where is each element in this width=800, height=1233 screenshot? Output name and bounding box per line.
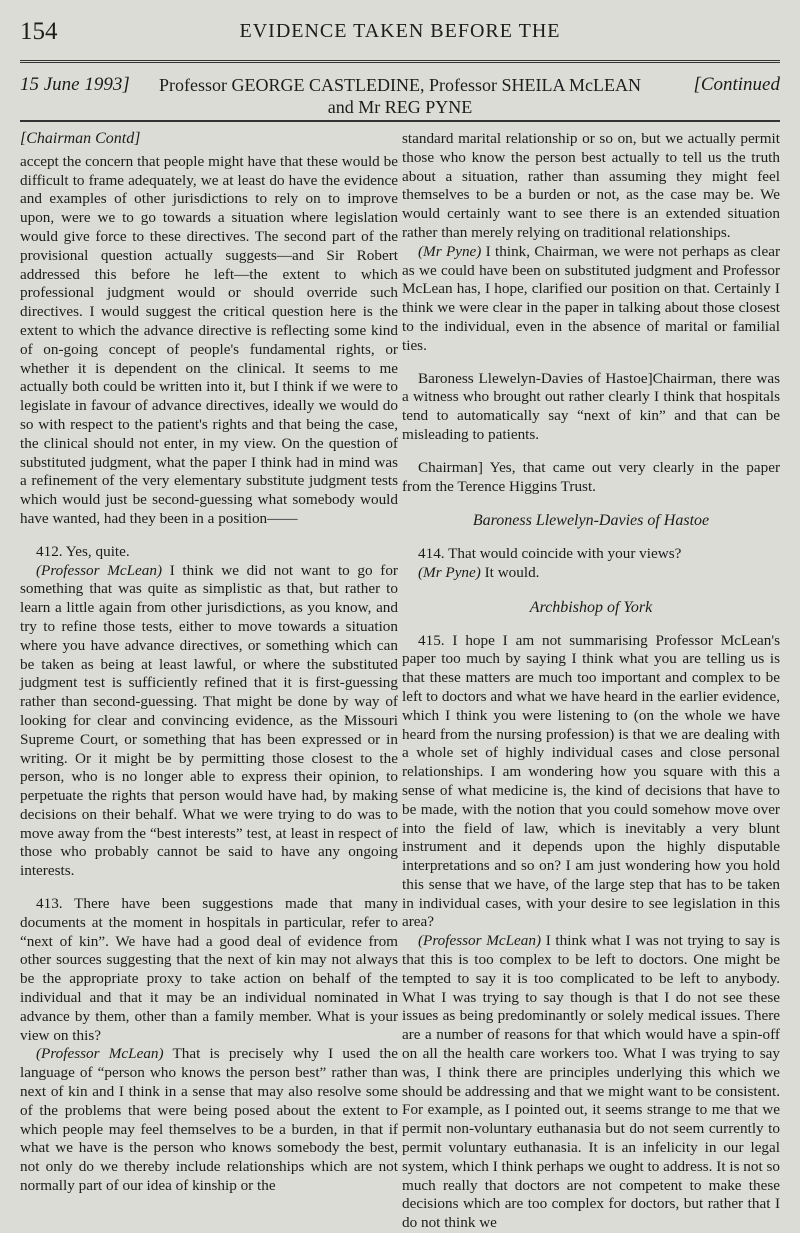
answer-text: I think, Chairman, we were not perhaps as clear as we could have been on substituted judgment and Professor McLean has, I hope, clarified our position on that. Certainly I think we were clear in the paper in talking about those closest to the individual, even in the absence of marital or familial ties.	[402, 242, 780, 354]
question-414: 414. That would coincide with your views?	[418, 545, 682, 563]
header-rule	[20, 60, 780, 63]
speaker-heading: Archbishop of York	[529, 598, 653, 616]
chairman-remark: Chairman] Yes, that came out very clearly in the paper from the Terence Higgins Trust.	[402, 458, 780, 495]
question-415: 415. I hope I am not summarising Professor McLean's paper too much by saying I think what you are telling us is that these matters are much too important and complex to be left to doctors and what we have heard in the earlier evidence, which I think you were listening to (on the whole we have heard from the nursing profession) is that we are dealing with a whole set of highly individual cases and close personal relationships. I am wondering how you square with this a sense of what medicine is, the kind of decisions that have to be made, with the notion that you could somehow move over into the field of law, which is inevitably a very blunt instrument and it depends upon the highly disputable interpretations and so on? I am just wondering how you hold this sense that we have, of the large step that has to be taken in individual cases, with your desire to see legislation in this area?	[402, 631, 780, 931]
page-number: 154	[20, 18, 58, 45]
speaker-name: (Professor McLean)	[36, 1045, 164, 1063]
running-head: EVIDENCE TAKEN BEFORE THE	[239, 20, 561, 42]
speaker-name: (Professor McLean)	[418, 932, 542, 950]
left-column	[20, 130, 398, 1195]
speaker-name: (Mr Pyne)	[418, 242, 482, 260]
witness-line-2: and Mr REG PYNE	[327, 97, 473, 117]
continued-marker: [Continued	[693, 74, 780, 95]
answer-text: I think what I was not trying to say is that this is too complex to be left to doctors. One might be tempted to say it is too complicated to be left to anybody. What I was trying to say though is that I do not see these issues as being predominantly or solely medical issues. There are a number of reasons for that which would have a spin-off on all the health care workers too. What I was trying to say was, I think there are principles underlying this which we should be addressing and that we might want to be consistent. For example, as I pointed out, it seems strange to me that we permit non-voluntary euthanasia but do not seem currently to permit voluntary euthanasia. It is an infelicity in our legal system, which I think perhaps we ought to address. It is not so much really that doctors are not competent to make these decisions which are too complex for doctors, but rather that I do not think we	[402, 932, 780, 1232]
baroness-remark: Baroness Llewelyn-Davies of Hastoe]Chairman, there was a witness who brought out rather clearly I think that hospitals tend to automatically say “next of kin” and that can be misleading to patients.	[402, 369, 780, 443]
question-413: 413. There have been suggestions made that many documents at the moment in hospitals in particular, refer to “next of kin”. We have had a good deal of evidence from other sources suggesting that the next of kin may not always be the appropriate proxy to take action on behalf of the individual and that it may be an individual nominated in advance by them, other than a family member. What is your view on this?	[20, 895, 398, 1044]
answer-text: That is precisely why I used the language of “person who knows the person best” rather than next of kin and I think in a sense that may also resolve some of the problems that were being posed about the extent to which people may feel themselves to be a burden, in that if what we have is the person who knows somebody the best, not only do we thereby include relationships which are not normally part of our idea of kinship or the	[20, 1045, 398, 1195]
page-header	[0, 18, 800, 48]
answer-pyne	[402, 243, 780, 356]
answer-412	[20, 562, 398, 882]
session-date: 15 June 1993]	[20, 74, 130, 95]
chairman-contd: [Chairman Contd]	[20, 130, 141, 147]
paragraph: accept the concern that people might have that these would be difficult to frame adequately, we at least do have the evidence and examples of other jurisdictions to rely on to improve upon, were we to go towards a situation where legislation would give force to these directives. The second part of the provisional question actually suggests—and Sir Robert addressed this before he left—the extent to which professional judgment would or should override such directives. I would suggest the critical question here is the extent to which the advance directive is reflecting some kind of on-going concept of people's fundamental rights, or whether it is dependent on the clinical. It seems to me actually both could be written into it, but I think if we were to legislate in favour of advance directives, ideally we would do so with respect to the patient's rights and that being the case, the clinical should not enter, in my view. On the question of substituted judgment, what the paper I think had in mind was a refinement of the very elementary substitute judgment tests which would just be second-guessing what somebody would have wanted, had they been in a position——	[20, 152, 398, 527]
question-412: 412. Yes, quite.	[36, 542, 130, 560]
paragraph: standard marital relationship or so on, but we actually permit those who know the person best actually to tell us the truth about a situation, rather than assuming they might feel themselves to be a burden or not, as the case may be. We would certainly want to see there is an extended situation rather than merely relying on traditional relationships.	[402, 130, 780, 241]
witness-names	[0, 74, 800, 118]
speaker-name: (Mr Pyne)	[418, 563, 481, 581]
answer-414	[402, 564, 780, 583]
answer-413	[20, 1045, 398, 1195]
answer-415	[402, 932, 780, 1233]
subheader-rule	[20, 120, 780, 122]
speaker-heading: Baroness Llewelyn-Davies of Hastoe	[472, 512, 710, 530]
speaker-name: (Professor McLean)	[36, 561, 163, 579]
answer-text: It would.	[480, 563, 540, 581]
answer-text: I think we did not want to go for something that was quite as simplistic as that, but rather to learn a little again from other jurisdictions, as you know, and try to refine those tests, either to move towards a situation where you have advance directives, or something which can be taken as being at least lawful, or where the substituted judgment test is sufficiently refined that it is first-guessing rather than second-guessing. That might be done by way of looking for clear and convincing evidence, as the Missouri Supreme Court, or something that has been expressed or in writing. Or it might be by permitting those closest to the person, who is no longer able to express their opinion, to perpetuate the rights that person would have had, by making decisions on their behalf. What we were trying to do was to move away from the “best interests” test, at least in respect of those who probably cannot be said to have any ongoing interests.	[20, 561, 398, 880]
right-column	[402, 130, 780, 1232]
witness-line-1: Professor GEORGE CASTLEDINE, Professor SHEILA McLEAN	[159, 75, 641, 95]
